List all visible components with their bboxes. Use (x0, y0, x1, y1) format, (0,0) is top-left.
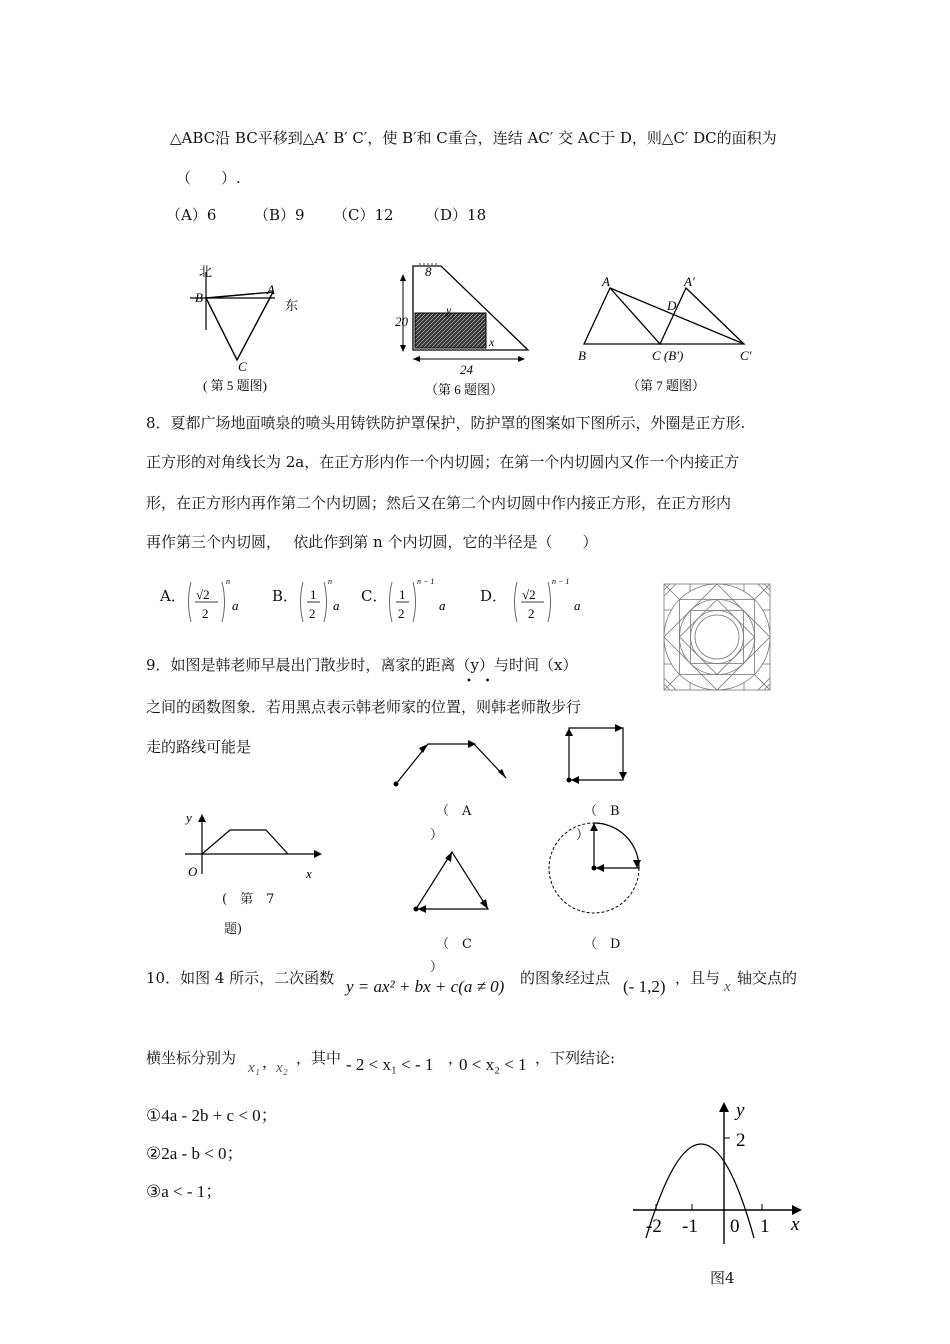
fig6-caption: （第 6 题图） (425, 382, 504, 397)
q9-option-b-close: ） (576, 828, 590, 843)
q10-line1-d: 轴交点的 (737, 969, 798, 987)
q8-c-den: 2 (398, 606, 405, 621)
q10-cond1: - 2 < x₁ < - 1 (346, 1055, 434, 1074)
q8-option-b-math (298, 577, 358, 630)
q10-cond2: 0 < x₂ < 1 (459, 1055, 527, 1074)
figure-5 (185, 260, 315, 400)
q8-line4: 再作第三个内切圆， 依此作到第 n 个内切圆，它的半径是（ ） (146, 533, 598, 551)
q7-option-d: （D）18 (425, 206, 487, 224)
q8-a-den: 2 (202, 606, 209, 621)
fig6-bottom-label: 24 (460, 362, 473, 377)
q8-d-exp: n − 1 (552, 577, 570, 586)
q10-line2-c: ， (448, 1049, 464, 1067)
fig7-d: D (667, 298, 677, 313)
q10-line2-d: ，下列结论: (535, 1049, 616, 1067)
q8-c-num: 1 (399, 587, 406, 602)
fig5-east: 东 (285, 298, 299, 313)
fig5-b: B (195, 290, 203, 305)
q8-d-var: a (574, 598, 581, 613)
fig7-a-prime: A′ (684, 274, 695, 289)
q9-graph-caption2: 题) (224, 922, 243, 937)
q8-b-den: 2 (309, 606, 316, 621)
q9-option-c-close: ） (430, 960, 444, 975)
q10-point: (- 1,2) (623, 977, 666, 996)
q8-option-a-math (186, 577, 256, 630)
q9-option-d-label: （ D (584, 937, 621, 952)
q10-line1-b: 的图象经过点 (520, 969, 611, 987)
q10-fig-y: y (736, 1100, 745, 1121)
q8-d-num: √2 (522, 587, 536, 602)
fig7-c: C (B′) (652, 348, 684, 363)
q9-option-c-path (408, 846, 493, 916)
fig6-x-label: x (489, 335, 495, 349)
q7-option-b: （B）9 (254, 206, 305, 224)
q9-option-a-label: （ A (436, 804, 472, 819)
fig7-c-prime: C′ (740, 348, 752, 363)
q8-b-num: 1 (310, 587, 317, 602)
q10-fig-two: 2 (736, 1130, 746, 1151)
fig5-north: 北 (199, 264, 213, 279)
q8-a-exp: n (226, 577, 230, 586)
q8-d-den: 2 (528, 606, 535, 621)
q9-option-a-path (390, 736, 515, 796)
fig5-c: C (238, 359, 247, 374)
q8-line2: 正方形的对角线长为 2a，在正方形内作一个内切圆；在第一个内切圆内又作一个内接正方 (146, 453, 740, 471)
figure-7 (572, 270, 767, 400)
q10-fig-caption: 图4 (710, 1269, 735, 1287)
q9-graph-x: x (306, 866, 312, 881)
q8-line1: 8．夏都广场地面喷泉的喷头用铸铁防护罩保护，防护罩的图案如下图所示，外圈是正方形. (146, 414, 746, 432)
q10-fig-zero: 0 (730, 1216, 740, 1237)
emphasis-dots: • • (466, 676, 491, 687)
q9-line1: 9．如图是韩老师早晨出门散步时，离家的距离（y）与时间（x） (146, 656, 578, 674)
q8-a-var: a (232, 598, 239, 613)
q8-line3: 形，在正方形内再作第二个内切圆；然后又在第二个内切圆中作内接正方形，在正方形内 (146, 494, 732, 512)
q8-opt-b-label: B． (272, 587, 299, 605)
fig7-a: A (602, 274, 610, 289)
q7-option-a: （A）6 (166, 206, 217, 224)
q10-line1-a: 10．如图 4 所示，二次函数 (146, 969, 335, 987)
q9-line2: 之间的函数图象．若用黑点表示韩老师家的位置，则韩老师散步行 (146, 698, 582, 716)
q9-option-b-label: （ B (584, 804, 620, 819)
q9-function-graph (180, 808, 325, 888)
q10-item1: ①4a - 2b + c < 0； (146, 1106, 278, 1125)
q10-fig-minus1: -1 (682, 1216, 698, 1237)
q10-line2-a: 横坐标分别为 (146, 1049, 237, 1067)
q10-formula: y = ax² + bx + c(a ≠ 0) (346, 977, 505, 996)
q10-fig-x: x (791, 1214, 800, 1235)
q7-line1: △ABC沿 BC平移到△A′ B′ C′，使 B′和 C重合，连结 AC′ 交 AC于 D，则△C′ DC的面积为 (170, 129, 777, 147)
q8-b-exp: n (328, 577, 332, 586)
fig6-left-label: 20 (395, 314, 408, 329)
q8-b-var: a (333, 598, 340, 613)
q8-option-d-math (512, 577, 592, 630)
q8-c-var: a (439, 598, 446, 613)
q8-c-exp: n − 1 (417, 577, 435, 586)
q8-pattern-figure (662, 582, 772, 692)
fig7-b: B (578, 348, 586, 363)
q9-graph-caption1: ( 第 7 (222, 892, 275, 907)
figure-6 (393, 258, 538, 403)
q10-x-var: x (724, 979, 731, 995)
q8-opt-d-label: D． (480, 587, 508, 605)
q10-item2: ②2a - b < 0； (146, 1144, 244, 1163)
q8-opt-a-label: A． (160, 587, 186, 605)
q10-fig-one: 1 (760, 1216, 770, 1237)
q8-a-num: √2 (196, 587, 210, 602)
q10-x1: x₁ (248, 1060, 260, 1076)
q10-line1-c: ，且与 (675, 969, 721, 987)
q9-line3: 走的路线可能是 (146, 738, 252, 756)
fig6-y-label: y (446, 303, 452, 317)
q7-option-c: （C）12 (333, 206, 394, 224)
fig7-caption: （第 7 题图） (627, 378, 706, 393)
q9-option-d-path (546, 820, 646, 920)
fig5-caption: ( 第 5 题图) (203, 378, 267, 393)
q9-option-a-close: ） (430, 828, 444, 843)
q9-option-b-path (560, 722, 635, 787)
q8-option-c-math (387, 577, 457, 630)
q10-fig-minus2: -2 (646, 1216, 662, 1237)
q10-x2: x₂ (276, 1060, 288, 1076)
q7-paren: （ ）. (176, 169, 241, 187)
q9-option-c-label: （ C (436, 937, 472, 952)
q9-graph-y: y (186, 810, 192, 825)
fig6-top-label: 8 (425, 264, 432, 279)
q10-comma: ， (262, 1053, 278, 1071)
q10-item3: ③a < - 1； (146, 1182, 223, 1201)
fig5-a: A (267, 282, 275, 297)
q10-parabola-figure (628, 1098, 818, 1248)
q9-graph-o: O (188, 864, 198, 879)
q10-line2-b: ，其中 (296, 1049, 342, 1067)
q8-opt-c-label: C． (361, 587, 388, 605)
